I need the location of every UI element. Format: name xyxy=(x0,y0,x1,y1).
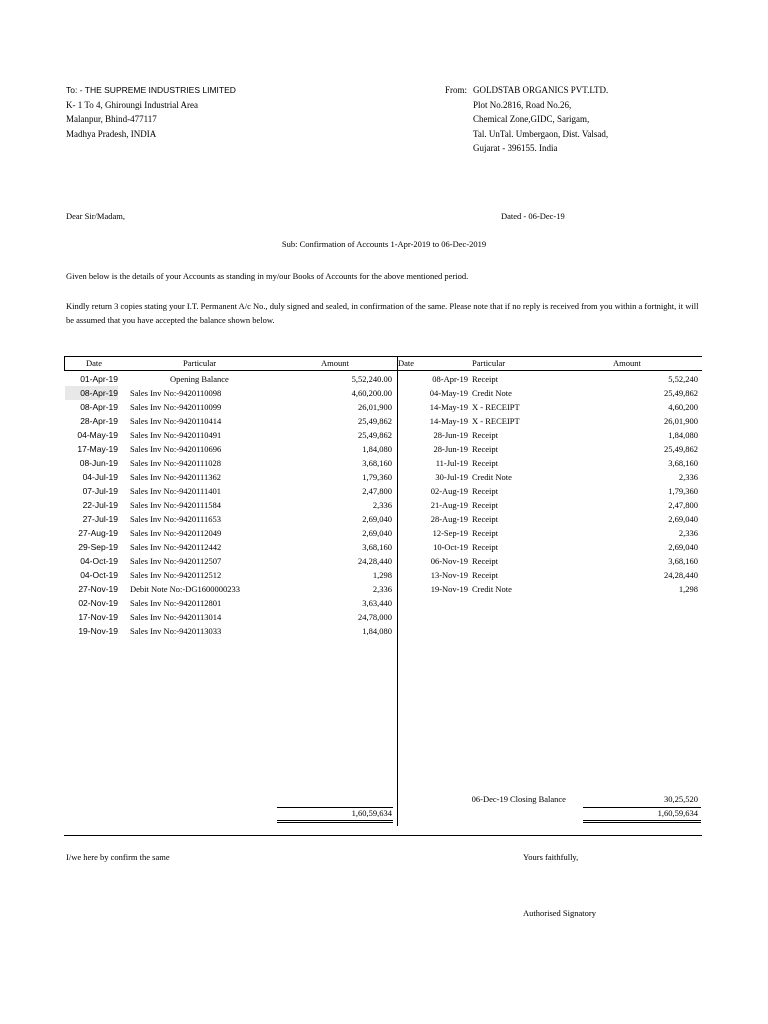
left-row-date: 28-Apr-19 xyxy=(80,416,118,426)
right-row-date: 06-Nov-19 xyxy=(430,556,468,566)
left-row-particular: Sales Inv No:-9420113033 xyxy=(130,626,222,636)
right-row-date: 14-May-19 xyxy=(429,416,468,426)
left-row-amount: 2,69,040 xyxy=(362,514,392,524)
right-row-particular: Receipt xyxy=(472,444,498,454)
right-row-particular: Credit Note xyxy=(472,388,512,398)
left-row-amount: 1,79,360 xyxy=(362,472,392,482)
left-row-amount: 3,63,440 xyxy=(362,598,392,608)
closing-amount: 30,25,520 xyxy=(664,794,698,804)
left-row-amount: 2,69,040 xyxy=(362,528,392,538)
left-row-particular: Sales Inv No:-9420111653 xyxy=(130,514,221,524)
table-top-border xyxy=(64,356,702,357)
closing-particular: Closing Balance xyxy=(510,794,566,804)
left-row-particular: Sales Inv No:-9420112512 xyxy=(130,570,222,580)
instruction-paragraph: Kindly return 3 copies stating your I.T. Permanent A/c No., duly signed and sealed, in confirmation of the same. Please note that if no reply is received from you within a fortnight, it will be assumed that you have accepted the balance shown below. xyxy=(66,301,699,325)
right-row-date: 30-Jul-19 xyxy=(435,472,468,482)
right-row-amount: 2,336 xyxy=(678,472,698,482)
right-row-particular: Receipt xyxy=(472,374,498,384)
right-row-amount: 25,49,862 xyxy=(664,444,698,454)
from-address-block xyxy=(445,83,608,156)
right-row-date: 12-Sep-19 xyxy=(432,528,468,538)
left-row-date: 17-Nov-19 xyxy=(78,612,118,622)
left-row-date: 04-Oct-19 xyxy=(80,570,118,580)
right-row-particular: Receipt xyxy=(472,528,498,538)
to-company-name: THE SUPREME INDUSTRIES LIMITED xyxy=(84,85,236,95)
right-row-amount: 1,298 xyxy=(678,584,698,594)
to-address-line: Madhya Pradesh, INDIA xyxy=(66,128,157,139)
left-row-date: 08-Apr-19 xyxy=(80,402,118,412)
left-row-particular: Sales Inv No:-9420111401 xyxy=(130,486,221,496)
left-row-amount: 3,68,160 xyxy=(362,458,392,468)
right-row-particular: Receipt xyxy=(472,514,498,524)
left-header-particular: Particular xyxy=(183,358,217,368)
right-row-amount: 24,28,440 xyxy=(664,570,698,580)
salutation: Dear Sir/Madam, xyxy=(66,211,126,221)
left-row-date: 04-May-19 xyxy=(77,430,118,440)
left-row-particular: Sales Inv No:-9420110414 xyxy=(130,416,222,426)
right-row-date: 28-Jun-19 xyxy=(433,430,468,440)
to-label: To: - xyxy=(66,85,83,95)
left-row-particular: Sales Inv No:-9420111584 xyxy=(130,500,221,510)
right-header-date: Date xyxy=(398,358,415,368)
left-row-date: 02-Nov-19 xyxy=(78,598,118,608)
left-row-amount: 2,336 xyxy=(372,584,392,594)
left-row-amount: 4,60,200.00 xyxy=(351,388,392,398)
left-row-date: 27-Nov-19 xyxy=(78,584,118,594)
left-row-date: 08-Jun-19 xyxy=(79,458,118,468)
right-row-date: 10-Oct-19 xyxy=(433,542,468,552)
right-row-amount: 2,69,040 xyxy=(668,542,698,552)
left-row-date: 08-Apr-19 xyxy=(65,386,118,400)
left-header-date: Date xyxy=(86,358,103,368)
right-row-amount: 1,79,360 xyxy=(668,486,698,496)
right-row-date: 08-Apr-19 xyxy=(432,374,468,384)
right-row-date: 02-Aug-19 xyxy=(430,486,468,496)
dated: Dated - 06-Dec-19 xyxy=(501,211,565,221)
from-address-line: Tal. UnTal. Umbergaon, Dist. Valsad, xyxy=(473,128,609,139)
right-header-particular: Particular xyxy=(472,358,506,368)
right-row-date: 14-May-19 xyxy=(429,402,468,412)
left-row-date: 19-Nov-19 xyxy=(78,626,118,636)
right-row-particular: Receipt xyxy=(472,430,498,440)
left-row-date: 07-Jul-19 xyxy=(82,486,118,496)
left-row-date: 17-May-19 xyxy=(77,444,118,454)
left-row-amount: 1,84,080 xyxy=(362,444,392,454)
left-row-amount: 24,78,000 xyxy=(358,612,392,622)
left-row-particular: Sales Inv No:-9420112049 xyxy=(130,528,222,538)
left-row-amount: 26,01,900 xyxy=(358,402,392,412)
left-row-amount: 25,49,862 xyxy=(358,430,392,440)
right-row-date: 28-Aug-19 xyxy=(430,514,468,524)
right-row-amount: 1,84,080 xyxy=(668,430,698,440)
left-row-particular: Opening Balance xyxy=(170,374,229,384)
right-row-date: 13-Nov-19 xyxy=(430,570,468,580)
yours-faithfully: Yours faithfully, xyxy=(523,852,579,862)
left-row-amount: 24,28,440 xyxy=(358,556,392,566)
right-row-date: 21-Aug-19 xyxy=(430,500,468,510)
right-row-amount: 2,336 xyxy=(678,528,698,538)
table-left-border xyxy=(64,356,65,371)
left-row-particular: Sales Inv No:-9420113014 xyxy=(130,612,222,622)
right-row-particular: X - RECEIPT xyxy=(472,402,520,412)
right-row-particular: Receipt xyxy=(472,500,498,510)
right-row-amount: 5,52,240 xyxy=(668,374,698,384)
right-header-amount: Amount xyxy=(613,358,641,368)
from-address-line: Gujarat - 396155. India xyxy=(473,143,558,153)
left-row-particular: Sales Inv No:-9420112507 xyxy=(130,556,222,566)
right-row-particular: Credit Note xyxy=(472,584,512,594)
left-row-amount: 2,336 xyxy=(372,500,392,510)
left-row-date: 04-Jul-19 xyxy=(82,472,118,482)
left-row-particular: Sales Inv No:-9420111362 xyxy=(130,472,221,482)
authorised-signatory: Authorised Signatory xyxy=(523,908,596,918)
right-row-amount: 3,68,160 xyxy=(668,458,698,468)
left-row-amount: 2,47,800 xyxy=(362,486,392,496)
left-row-particular: Sales Inv No:-9420110696 xyxy=(130,444,222,454)
right-total-rule-double xyxy=(583,822,701,823)
left-row-particular: Sales Inv No:-9420111028 xyxy=(130,458,221,468)
right-total-rule-bottom xyxy=(583,820,701,821)
table-header-border xyxy=(64,370,702,371)
right-row-amount: 2,69,040 xyxy=(668,514,698,524)
right-row-particular: Receipt xyxy=(472,486,498,496)
closing-date: 06-Dec-19 xyxy=(471,794,508,804)
to-address-block xyxy=(66,83,236,141)
right-row-particular: X - RECEIPT xyxy=(472,416,520,426)
right-row-date: 28-Jun-19 xyxy=(433,444,468,454)
right-total: 1,60,59,634 xyxy=(657,808,698,818)
from-address-line: Plot No.2816, Road No.26, xyxy=(473,99,572,110)
from-company-name: GOLDSTAB ORGANICS PVT.LTD. xyxy=(473,85,609,95)
subject-line: Sub: Confirmation of Accounts 1-Apr-2019 to 06-Dec-2019 xyxy=(281,239,487,249)
right-row-date: 11-Jul-19 xyxy=(435,458,468,468)
left-row-particular: Debit Note No:-DG1600000233 xyxy=(130,584,241,594)
left-total-rule-double xyxy=(277,822,393,823)
from-label: From: xyxy=(445,85,468,95)
right-row-amount: 25,49,862 xyxy=(664,388,698,398)
left-total-rule-bottom xyxy=(277,820,393,821)
from-address-line: Chemical Zone,GIDC, Sarigam, xyxy=(473,114,590,124)
left-row-date: 29-Sep-19 xyxy=(78,542,118,552)
left-row-date: 04-Oct-19 xyxy=(80,556,118,566)
right-row-particular: Credit Note xyxy=(472,472,512,482)
table-bottom-border xyxy=(64,835,702,836)
left-row-date: 01-Apr-19 xyxy=(80,374,118,384)
right-row-particular: Receipt xyxy=(472,458,498,468)
to-address-line: Malanpur, Bhind-477117 xyxy=(66,114,157,124)
right-row-amount: 3,68,160 xyxy=(668,556,698,566)
to-address-line: K- 1 To 4, Ghiroungi Industrial Area xyxy=(66,99,198,110)
left-row-date: 22-Jul-19 xyxy=(82,500,118,510)
left-header-amount: Amount xyxy=(321,358,349,368)
right-row-amount: 4,60,200 xyxy=(668,402,698,412)
right-row-particular: Receipt xyxy=(472,542,498,552)
left-row-date: 27-Jul-19 xyxy=(82,514,118,524)
right-row-date: 19-Nov-19 xyxy=(430,584,468,594)
left-row-amount: 1,298 xyxy=(372,570,392,580)
right-row-amount: 26,01,900 xyxy=(664,416,698,426)
left-row-particular: Sales Inv No:-9420112801 xyxy=(130,598,222,608)
left-row-particular: Sales Inv No:-9420112442 xyxy=(130,542,222,552)
right-row-date: 04-May-19 xyxy=(429,388,468,398)
left-row-amount: 1,84,080 xyxy=(362,626,392,636)
left-total: 1,60,59,634 xyxy=(351,808,392,818)
intro-paragraph: Given below is the details of your Accounts as standing in my/our Books of Accounts for the above mentioned period. xyxy=(66,271,469,281)
left-row-amount: 25,49,862 xyxy=(358,416,392,426)
left-row-particular: Sales Inv No:-9420110099 xyxy=(130,402,222,412)
right-row-amount: 2,47,800 xyxy=(668,500,698,510)
left-row-particular: Sales Inv No:-9420110491 xyxy=(130,430,222,440)
right-row-particular: Receipt xyxy=(472,556,498,566)
left-row-date: 27-Aug-19 xyxy=(78,528,118,538)
right-row-particular: Receipt xyxy=(472,570,498,580)
left-row-amount: 5,52,240.00 xyxy=(351,374,392,384)
left-row-particular: Sales Inv No:-9420110098 xyxy=(130,388,222,398)
confirmation-text: I/we here by confirm the same xyxy=(66,852,170,862)
left-row-amount: 3,68,160 xyxy=(362,542,392,552)
